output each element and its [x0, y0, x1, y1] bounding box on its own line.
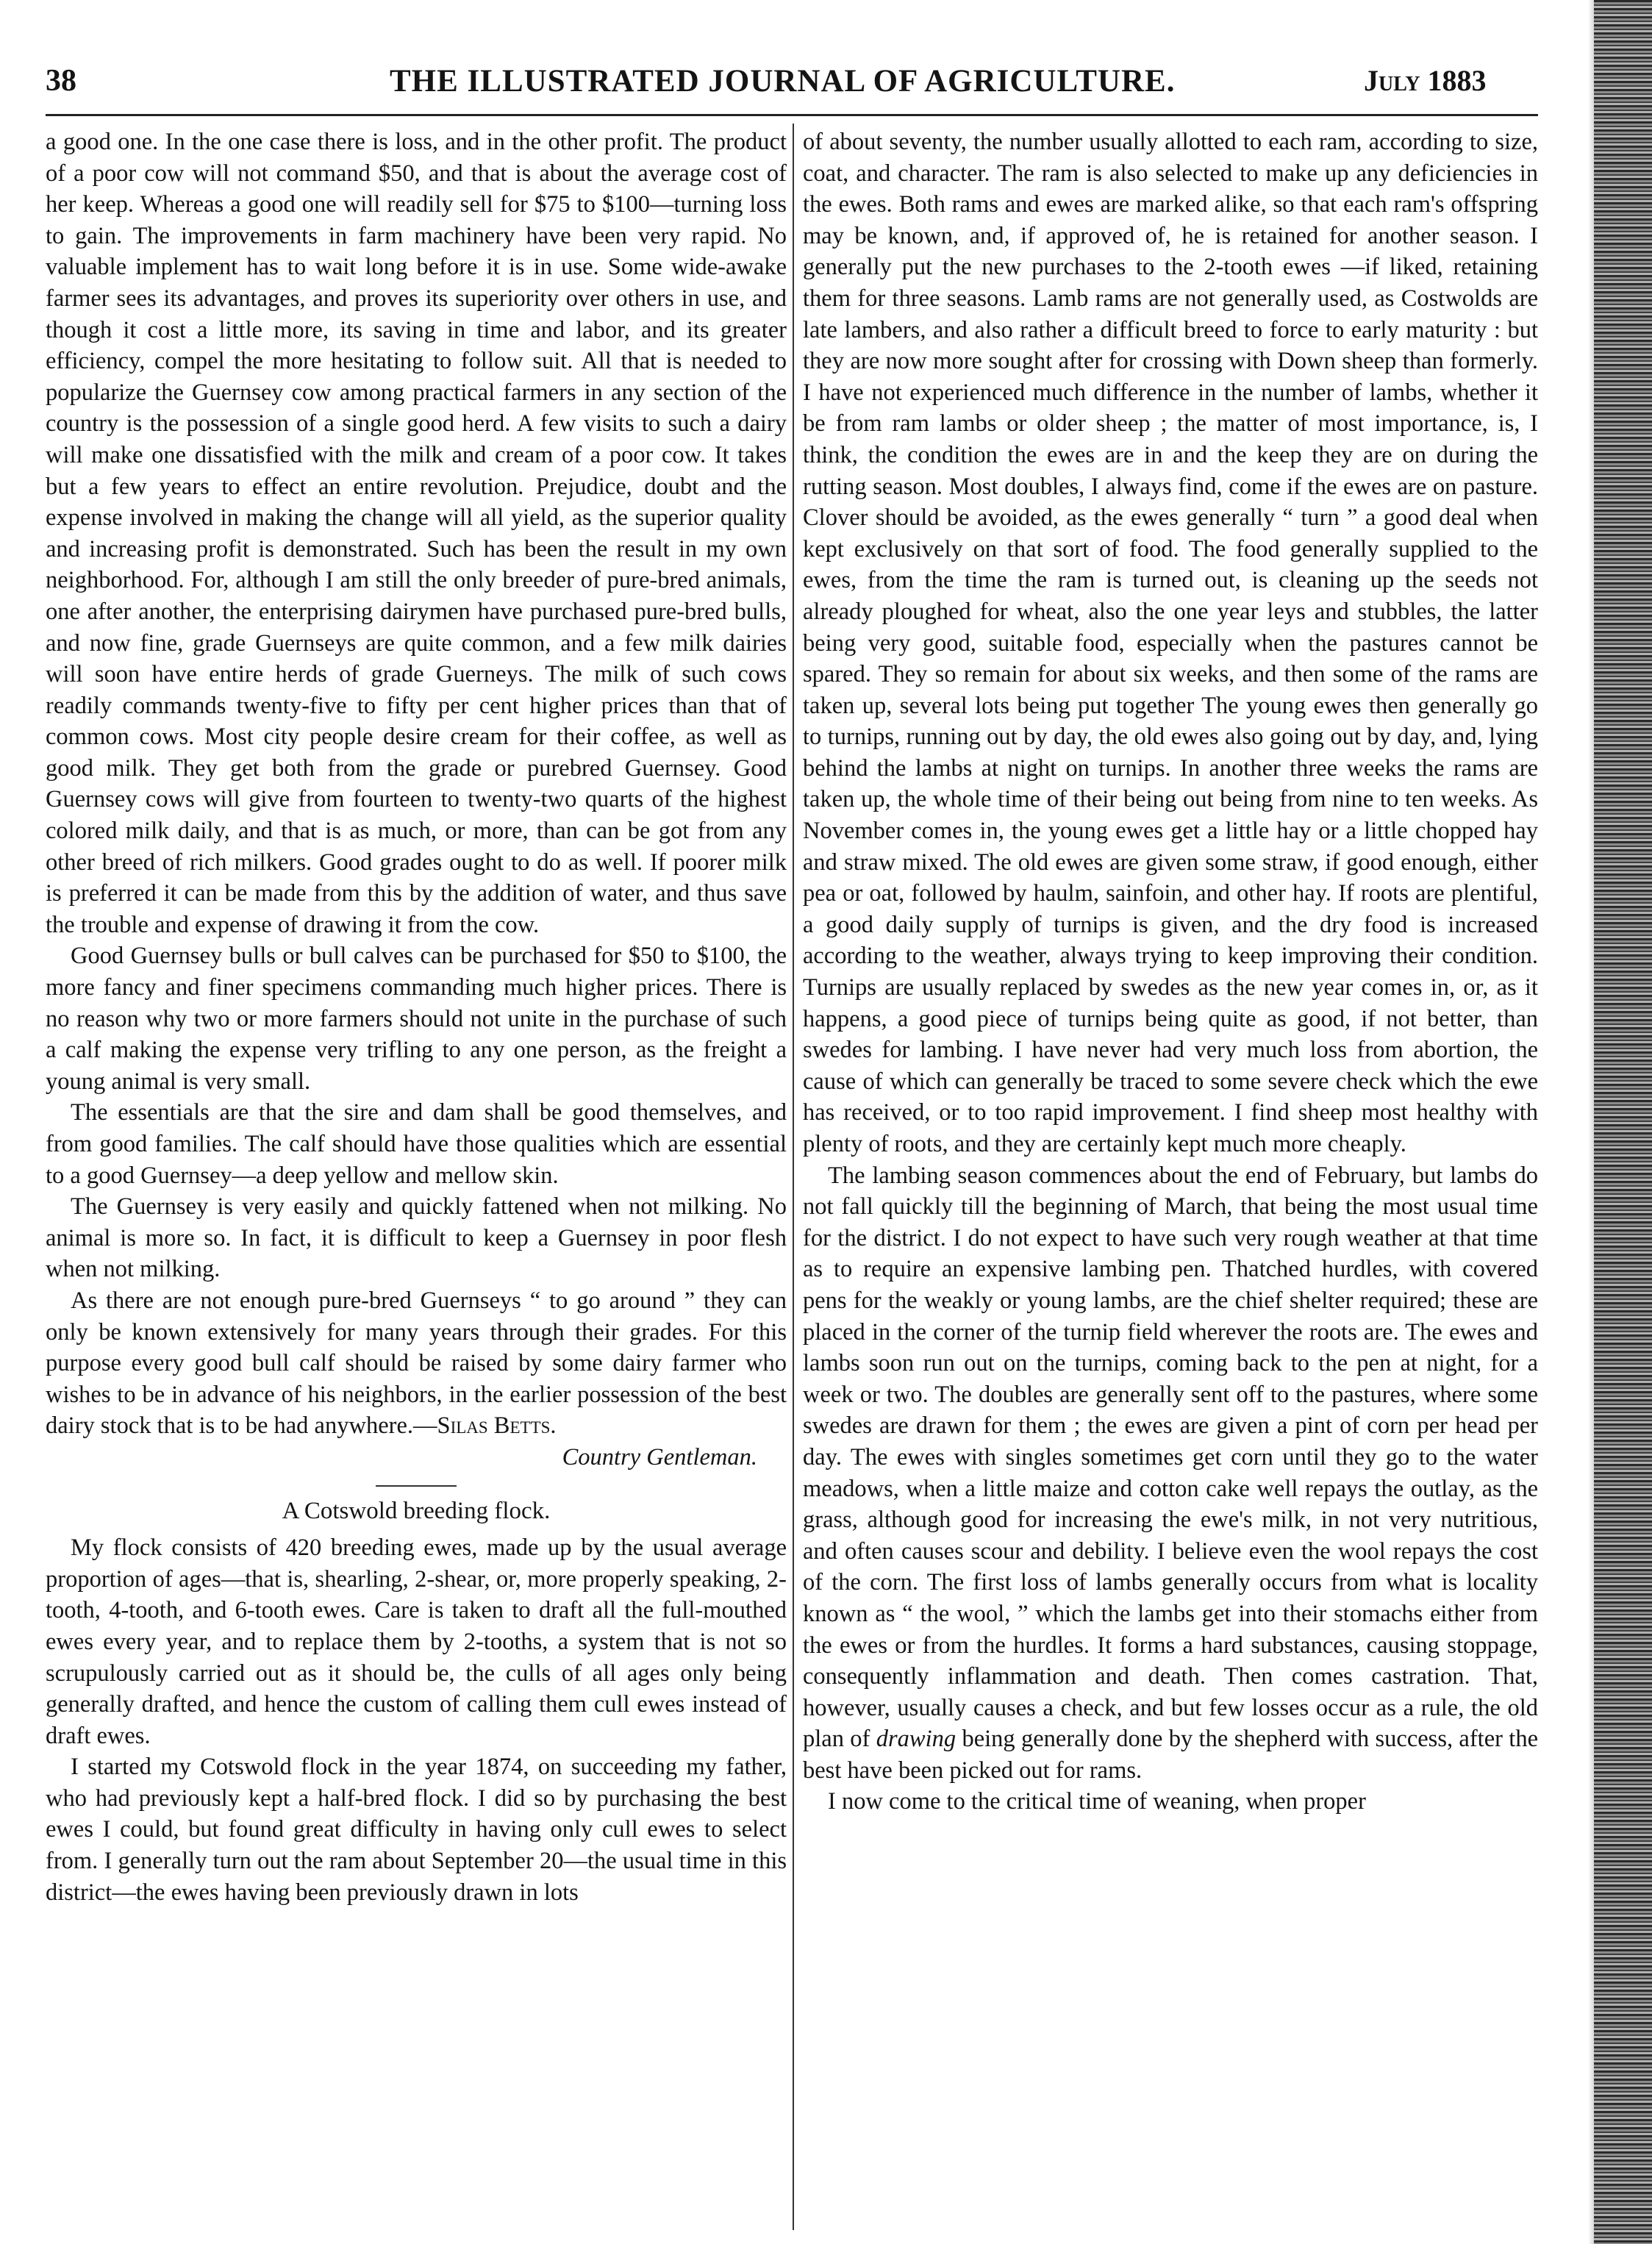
section-separator — [376, 1485, 457, 1487]
column-divider — [793, 124, 794, 2230]
page-header — [0, 0, 1652, 110]
right-paragraph-3: I now come to the critical time of weaning, when proper — [828, 1788, 1366, 1815]
left-paragraph-4: The Guernsey is very easily and quickly fattened when not milking. No animal is more so. In fact, it is difficult to keep a Guernsey in poor flesh when not milking. — [46, 1193, 787, 1283]
right-paragraph-2-text: The lambing season commences about the end of February, but lambs do not fall quickly till the beginning of March, that being the most usual time for the district. I do not expect to have such very rough weather at that time as to require an expensive lambing pen. Thatched hurdles, with covered pens for the weakly or young lambs, are the chief shelter required; these are placed in the corner of the turnip field wherever the roots are. The ewes and lambs soon run out on the turnips, coming back to the pen at night, for a week or two. The doubles are generally sent off to the pastures, where some swedes are drawn for them ; the ewes are given a pint of corn per head per day. The ewes with singles sometimes get corn until they go to the water meadows, when a little maize and cotton cake well repays the outlay, as the grass, although good for increasing the ewe's milk, in not very nutritious, and often causes scour and debility. I believe even the wool repays the cost of the corn. The first loss of lambs generally occurs from what is locality known as “ the wool, ” which the lambs get into their stomachs either from the ewes or from the hurdles. It forms a hard substances, causing stoppage, consequently inflammation and death. Then comes castration. That, however, usually causes a check, and but few losses occur as a rule, the old plan of — [803, 1162, 1538, 1753]
page-number: 38 — [46, 64, 76, 98]
right-paragraph-2 — [803, 1160, 1538, 1787]
left-paragraph-5-text: As there are not enough pure-bred Guernseys “ to go around ” they can only be known extensively for many years through their grades. For this purpose every good bull calf should be raised by some dairy farmer who wishes to be in advance of his neighbors, in the earlier possession of the best dairy stock that is to be had anywhere.— — [46, 1287, 787, 1440]
journal-title: THE ILLUSTRATED JOURNAL OF AGRICULTURE. — [390, 64, 1176, 99]
section-title: A Cotswold breeding flock. — [282, 1497, 551, 1524]
left-column — [46, 126, 787, 2229]
left-paragraph-1: a good one. In the one case there is loss, and in the other profit. The product of a poor cow will not command $50, and that is about the average cost of her keep. Whereas a good one will readily sell for $75 to $100—turning loss to gain. The improvements in farm machinery have been very rapid. No valuable implement has to wait long before it is in use. Some wide-awake farmer sees its advantages, and proves its superiority over others in use, and though it cost a little more, its saving in time and labor, and its greater efficiency, compel the more hesitating to follow suit. All that is needed to popularize the Guernsey cow among practical farmers in any section of the country is the possession of a single good herd. A few visits to such a dairy will make one dissatisfied with the milk and cream of a poor cow. It takes but a few years to effect an entire revolution. Prejudice, doubt and the expense involved in making the change will all yield, as the superior quality and increasing profit is demonstrated. Such has been the result in my own neighborhood. For, although I am still the only breeder of pure-bred animals, one after another, the enterprising dairymen have purchased pure-bred bulls, and now fine, grade Guernseys are quite common, and a few milk dairies will soon have entire herds of grade Guerneys. The milk of such cows readily commands twenty-five to fifty per cent higher prices than that of common cows. Most city people desire cream for their coffee, as well as good milk. They get both from the grade or purebred Guernsey. Good Guernsey cows will give from fourteen to twenty-two quarts of the highest colored milk daily, and that is as much, or more, than can be got from any other breed of rich milkers. Good grades ought to do as well. If poorer milk is preferred it can be made from this by the addition of water, and thus save the trouble and expense of drawing it from the cow. — [46, 129, 787, 938]
right-column — [803, 126, 1538, 2229]
left-paragraph-6: My flock consists of 420 breeding ewes, made up by the usual average proportion of ages—that is, shearling, 2-shear, or, more properly speaking, 2-tooth, 4-tooth, and 6-tooth ewes. Care is taken to draft all the full-mouthed ewes every year, and to replace them by 2-tooths, a system that is not so scrupulously carried out as it should be, the culls of all ages only being generally drafted, and hence the custom of calling them cull ewes instead of draft ewes. — [46, 1534, 787, 1749]
book-spine-edge — [1594, 0, 1652, 2244]
left-paragraph-2: Good Guernsey bulls or bull calves can be purchased for $50 to $100, the more fancy and finer specimens commanding much higher prices. There is no reason why two or more farmers should not unite in the purchase of such a calf making the expense very trifling to any one person, as the freight a young animal is very small. — [46, 943, 787, 1095]
right-paragraph-1: of about seventy, the number usually allotted to each ram, according to size, coat, and character. The ram is also selected to make up any deficiencies in the ewes. Both rams and ewes are marked alike, so that each ram's offspring may be known, and, if approved of, he is retained for another season. I generally put the new purchases to the 2-tooth ewes —if liked, retaining them for three seasons. Lamb rams are not generally used, as Costwolds are late lambers, and also rather a difficult breed to force to early maturity : but they are now more sought after for crossing with Down sheep than formerly. I have not experienced much difference in the number of lambs, whether it be from ram lambs or older sheep ; the matter of most importance, is, I think, the condition the ewes are in and the keep they are on during the rutting season. Most doubles, I always find, come if the ewes are on pasture. Clover should be avoided, as the ewes generally “ turn ” a good deal when kept exclusively on that sort of food. The food generally supplied to the ewes, from the time the ram is turned out, is cleaning up the seeds not already ploughed for wheat, also the one year leys and stubbles, the latter being very good, suitable food, especially when the pastures cannot be spared. They so remain for about six weeks, and then some of the rams are taken up, several lots being put together The young ewes then generally go to turnips, running out by day, the old ewes also going out by day, and, lying behind the lambs at night on turnips. In another three weeks the rams are taken up, the whole time of their being out being from nine to ten weeks. As November comes in, the young ewes get a little hay or a little chopped hay and straw mixed. The old ewes are given some straw, if good enough, either pea or oat, followed by haulm, sainfoin, and other hay. If roots are plentiful, a good daily supply of turnips is given, and the dry food is increased according to the weather, always trying to keep improving their condition. Turnips are usually replaced by swedes as the new year comes in, or, as it happens, a good piece of turnips being quite as good, if not better, than swedes for lambing. I have never had very much loss from abortion, the cause of which can generally be traced to some severe check which the ewe has received, or to too rapid improvement. I find sheep most healthy with plenty of roots, and they are certainly kept much more cheaply. — [803, 129, 1538, 1157]
article-source: Country Gentleman. — [562, 1443, 757, 1471]
italic-word: drawing — [876, 1726, 956, 1753]
left-paragraph-3: The essentials are that the sire and dam shall be good themselves, and from good families. The calf should have those qualities which are essential to a good Guernsey—a deep yellow and mellow skin. — [46, 1099, 787, 1189]
left-paragraph-7: I started my Cotswold flock in the year 1874, on succeeding my father, who had previously kept a half-bred flock. I did so by purchasing the best ewes I could, but found great difficulty in having only cull ewes to select from. I generally turn out the ram about September 20—the usual time in this district—the ewes having been previously drawn in lots — [46, 1754, 787, 1906]
header-rule — [46, 114, 1538, 116]
left-paragraph-5 — [46, 1285, 787, 1442]
article-author: Silas Betts. — [437, 1412, 557, 1440]
right-paragraph-2-end: being generally done by the shepherd with success, after the best have been picked out for rams. — [803, 1726, 1538, 1784]
issue-date: July 1883 — [1364, 64, 1487, 97]
